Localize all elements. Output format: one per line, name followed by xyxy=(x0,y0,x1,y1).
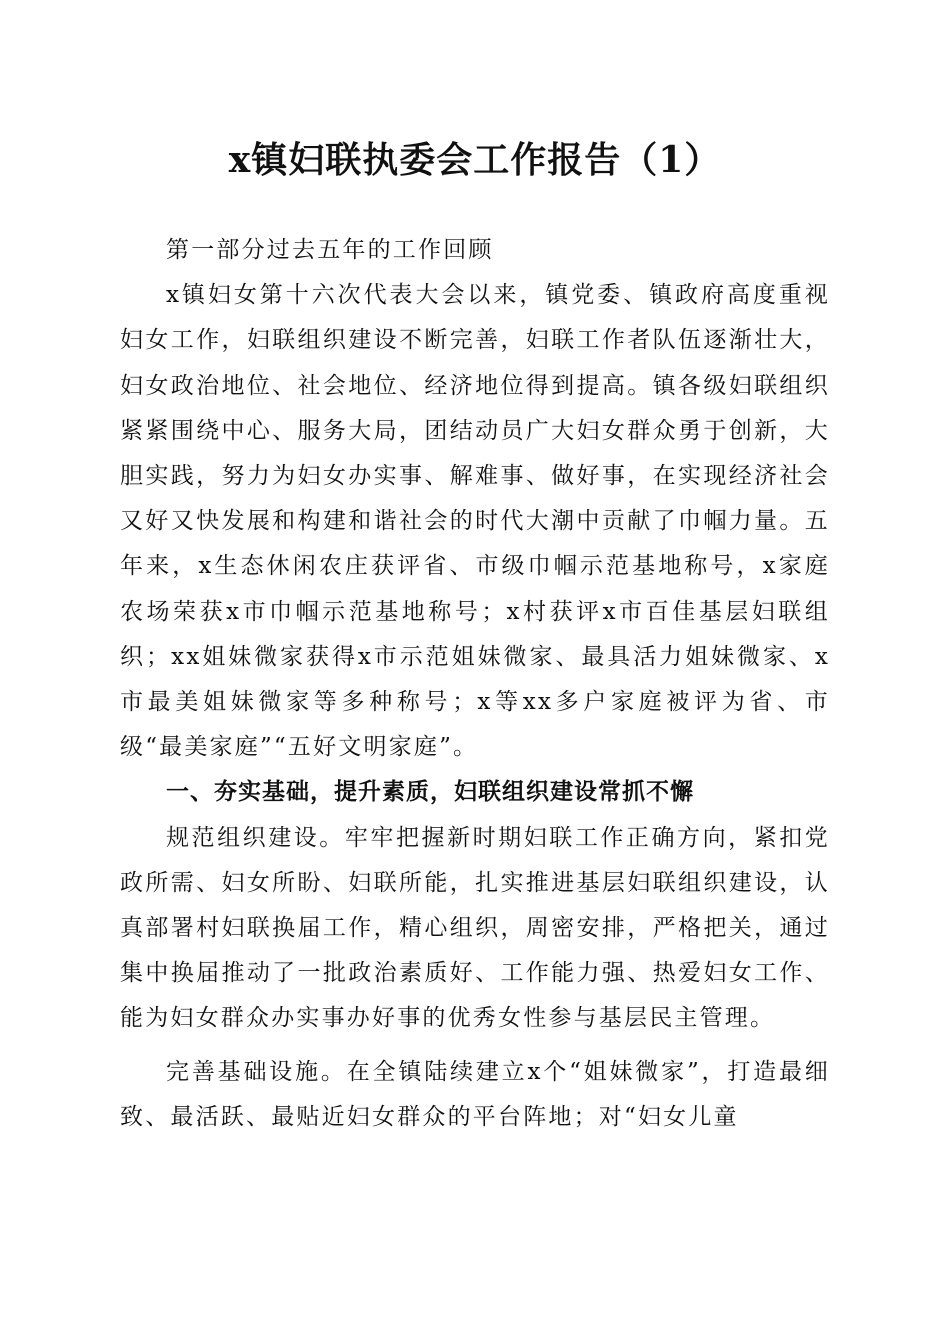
paragraph-facilities: 完善基础设施。在全镇陆续建立x个“姐妹微家”，打造最细致、最活跃、最贴近妇女群众的平台阵地；对“妇女儿童 xyxy=(120,1058,830,1130)
part-heading: 第一部分过去五年的工作回顾 xyxy=(166,237,494,263)
document-body xyxy=(120,228,830,1140)
paragraph-organization: 规范组织建设。牢牢把握新时期妇联工作正确方向，紧扣党政所需、妇女所盼、妇联所能，扎实推进基层妇联组织建设，认真部署村妇联换届工作，精心组织，周密安排，严格把关，通过集中换届推动了一批政治素质好、工作能力强、热爱妇女工作、能为妇女群众办实事办好事的优秀女性参与基层民主管理。 xyxy=(120,824,830,1032)
section-heading-1: 一、夯实基础，提升素质，妇联组织建设常抓不懈 xyxy=(166,779,694,806)
paragraph-intro: x镇妇女第十六次代表大会以来，镇党委、镇政府高度重视妇女工作，妇联组织建设不断完善，妇联工作者队伍逐渐壮大，妇女政治地位、社会地位、经济地位得到提高。镇各级妇联组织紧紧围绕中心、服务大局，团结动员广大妇女群众勇于创新，大胆实践，努力为妇女办实事、解难事、做好事，在实现经济社会又好又快发展和构建和谐社会的时代大潮中贡献了巾帼力量。五年来，x生态休闲农庄获评省、市级巾帼示范基地称号，x家庭农场荣获x市巾帼示范基地称号；x村获评x市百佳基层妇联组织；xx姐妹微家获得x市示范姐妹微家、最具活力姐妹微家、x市最美姐妹微家等多种称号；x等xx多户家庭被评为省、市级“最美家庭”“五好文明家庭”。 xyxy=(120,282,830,761)
document-title: x镇妇联执委会工作报告（1） xyxy=(228,139,722,181)
